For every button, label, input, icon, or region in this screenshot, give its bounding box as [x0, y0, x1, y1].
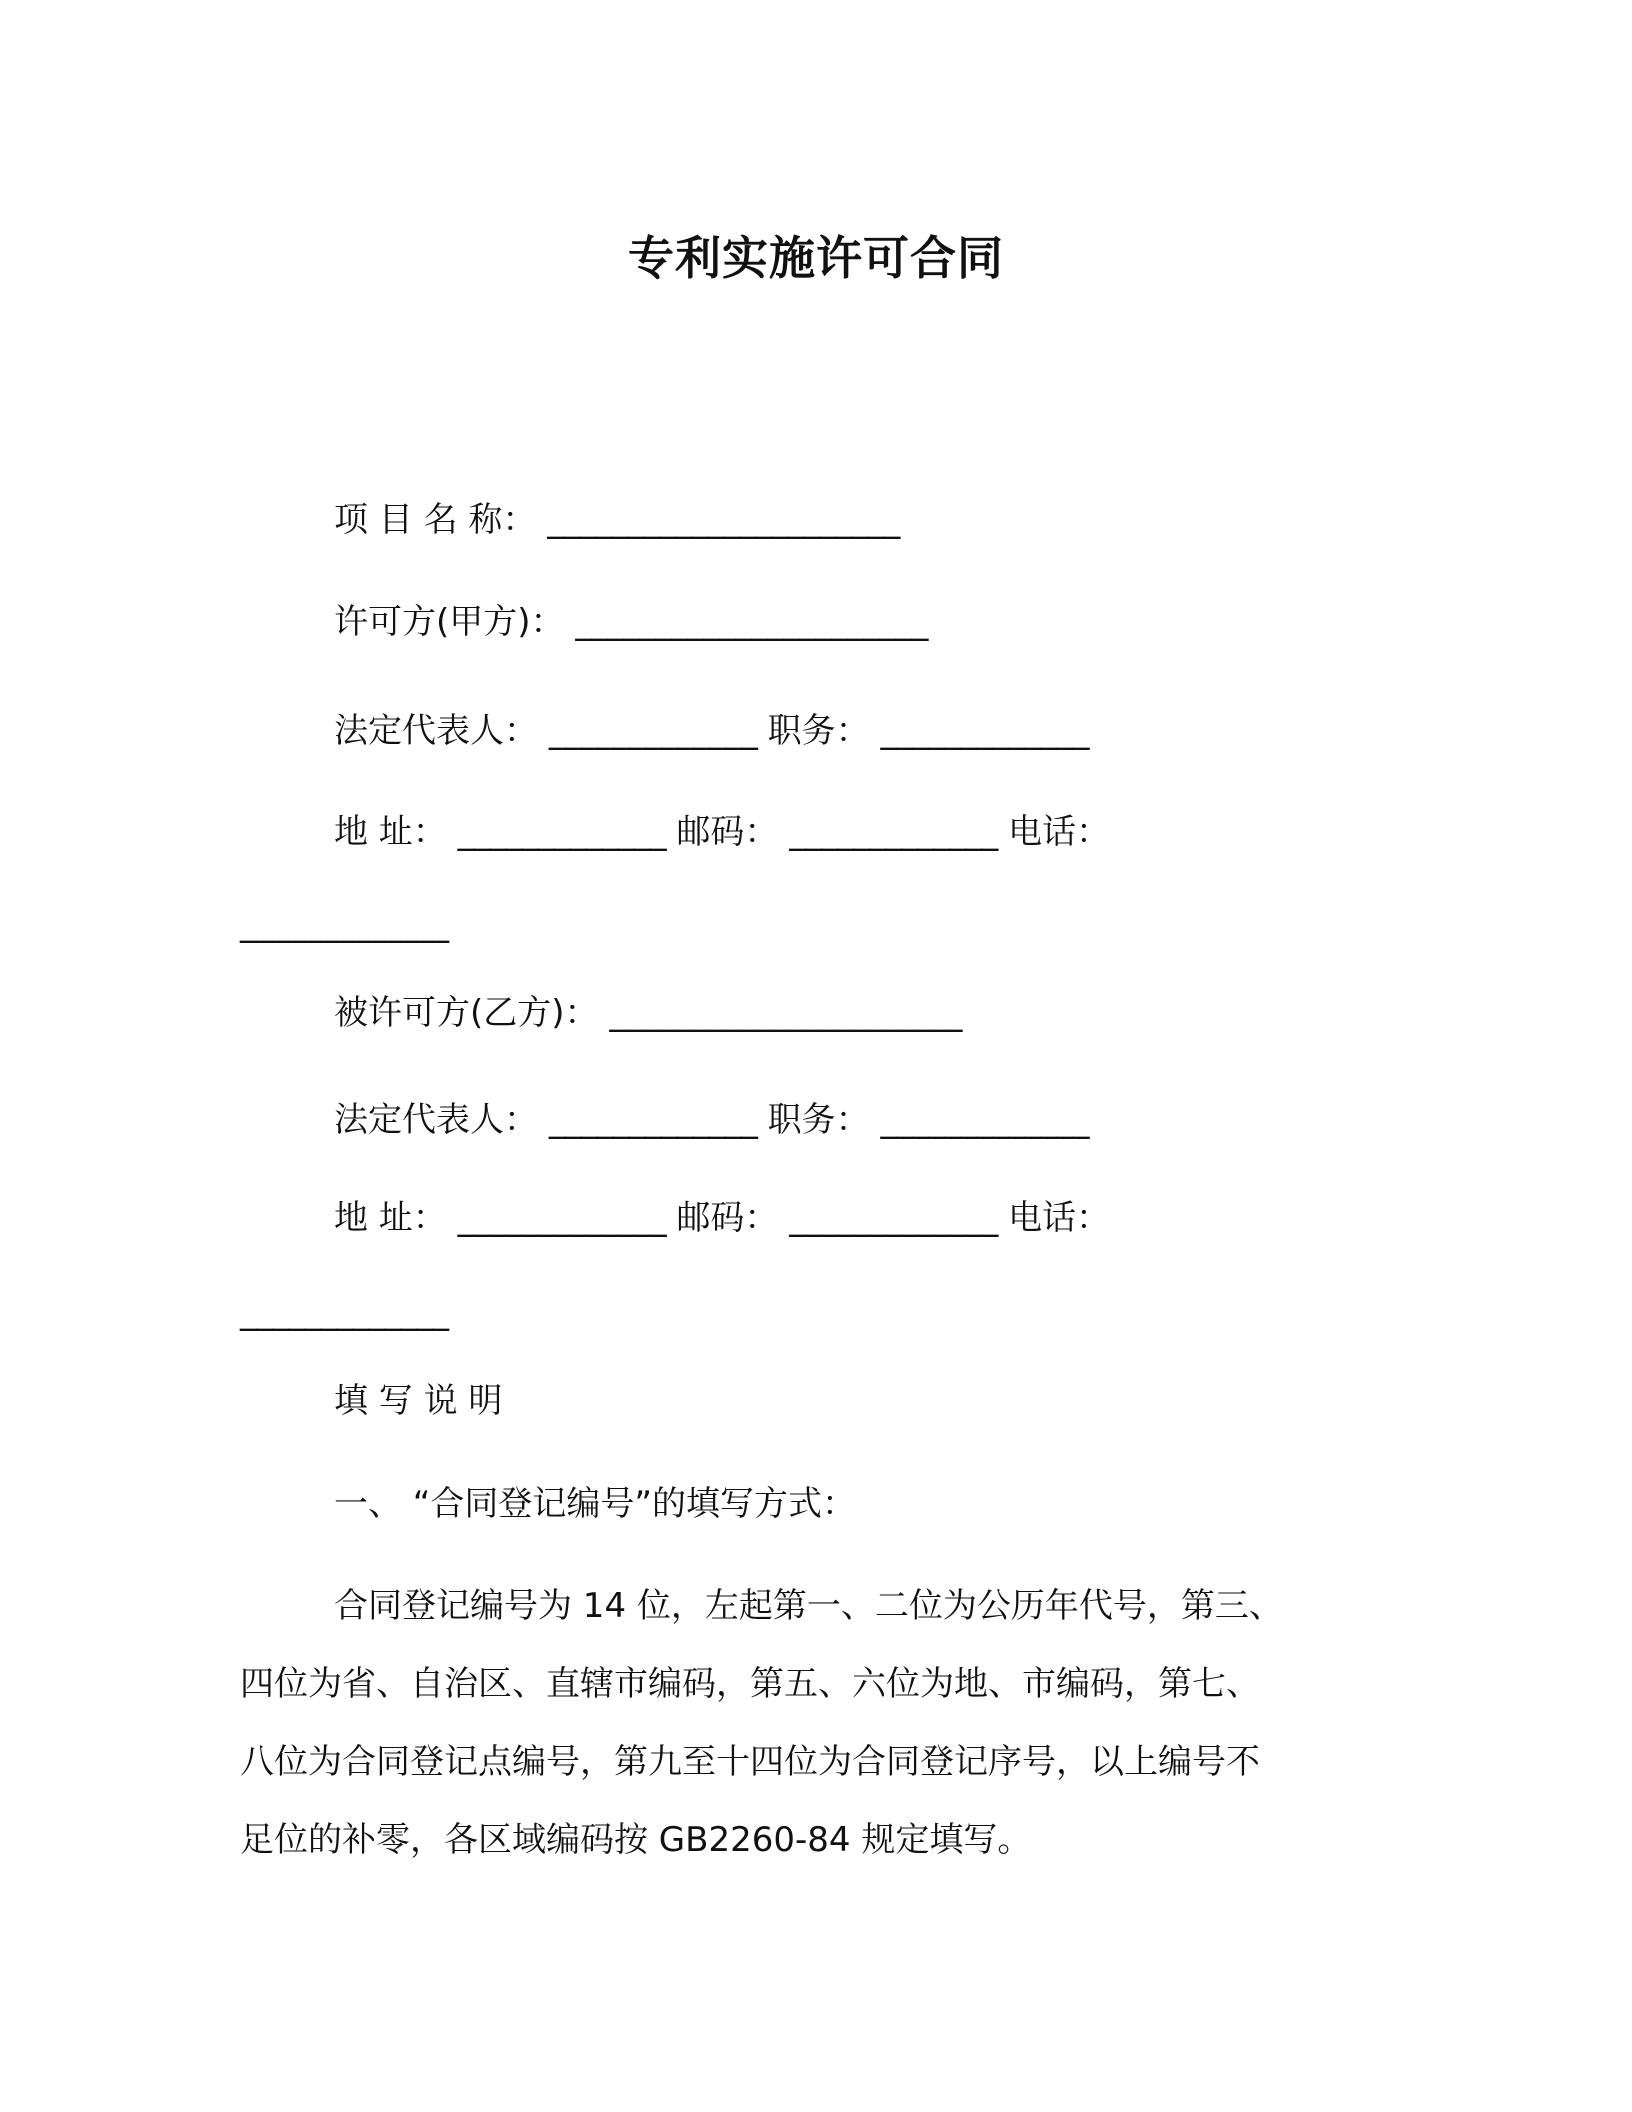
field-licensor-phone-blank	[240, 900, 448, 948]
field-label: 电话：	[1008, 1198, 1111, 1238]
section-one-body	[240, 1567, 1360, 1879]
paragraph-line: 八位为合同登记点编号，第九至十四位为合同登记序号，以上编号不	[240, 1742, 1260, 1782]
field-licensee	[334, 989, 961, 1037]
field-licensor-rep-row	[334, 707, 1088, 755]
paragraph-line: 足位的补零，各区域编码按 GB2260-84 规定填写。	[240, 1820, 1032, 1860]
field-blank: _____________	[789, 812, 998, 852]
document-title: 专利实施许可合同	[628, 231, 1004, 285]
field-label: 职务：	[767, 1100, 870, 1140]
field-blank: _____________	[240, 904, 448, 944]
field-project-name	[334, 496, 899, 544]
field-blank: _____________	[240, 1292, 448, 1332]
field-licensee-rep-row	[334, 1096, 1088, 1144]
field-label: 职务：	[767, 711, 870, 751]
field-blank: _____________	[548, 1100, 757, 1140]
field-blank: _____________	[880, 711, 1089, 751]
field-blank: _____________	[789, 1198, 998, 1238]
field-label: 被许可方(乙方)：	[334, 993, 599, 1033]
field-label: 许可方(甲方)：	[334, 602, 565, 642]
field-label: 地 址：	[334, 812, 447, 852]
field-blank: ______________________	[547, 500, 900, 540]
field-label: 电话：	[1008, 812, 1111, 852]
paragraph-line: 合同登记编号为 14 位，左起第一、二位为公历年代号，第三、	[334, 1586, 1283, 1626]
field-blank: _____________	[457, 812, 666, 852]
section-one-heading: 一、 “合同登记编号”的填写方式：	[334, 1484, 857, 1524]
paragraph-line: 四位为省、自治区、直辖市编码，第五、六位为地、市编码，第七、	[240, 1664, 1260, 1704]
field-blank: ______________________	[575, 602, 928, 642]
field-label: 邮码：	[676, 1198, 779, 1238]
instructions-heading: 填 写 说 明	[334, 1381, 503, 1421]
field-label: 法定代表人：	[334, 711, 538, 751]
field-licensor-address-row	[334, 808, 1110, 856]
field-label: 项 目 名 称：	[334, 500, 537, 540]
field-blank: ______________________	[609, 993, 962, 1033]
field-label: 法定代表人：	[334, 1100, 538, 1140]
field-label: 邮码：	[676, 812, 779, 852]
field-licensor	[334, 598, 927, 646]
field-licensee-address-row	[334, 1194, 1110, 1242]
field-licensee-phone-blank	[240, 1288, 448, 1336]
field-label: 地 址：	[334, 1198, 447, 1238]
field-blank: _____________	[457, 1198, 666, 1238]
field-blank: _____________	[880, 1100, 1089, 1140]
field-blank: _____________	[548, 711, 757, 751]
